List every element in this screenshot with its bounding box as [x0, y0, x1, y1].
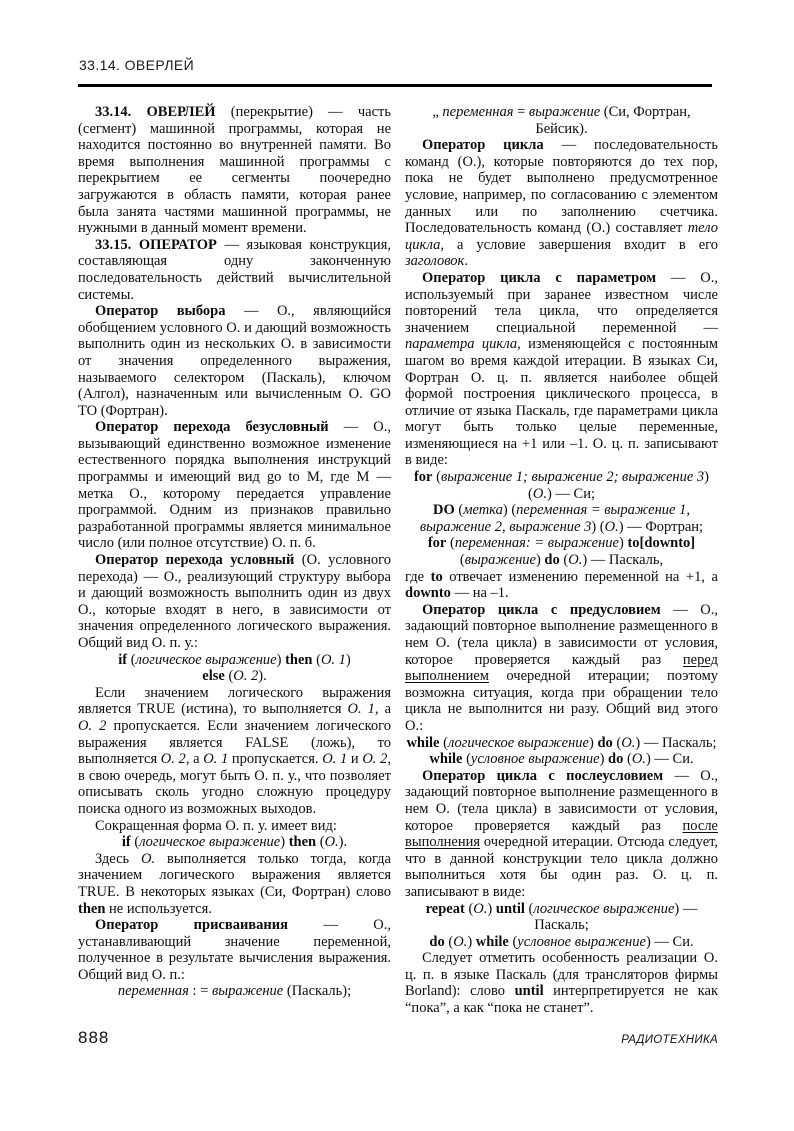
- text-run: переменная: = выражение: [454, 535, 619, 552]
- text-run: do: [608, 751, 624, 768]
- running-header: 33.14. ОВЕРЛЕЙ: [79, 57, 195, 73]
- text-run: Оператор перехода безусловный: [95, 419, 329, 436]
- formula-line: [78, 983, 391, 1000]
- text-run: — О., используемый при заранее известном числе повторений тела цикла, что определяется значением специальной переменной —: [405, 269, 718, 336]
- text-run: О.: [568, 552, 583, 569]
- formula-line: [405, 751, 718, 768]
- text-run: Оператор цикла: [422, 137, 544, 154]
- header-rule-divider: [78, 84, 712, 87]
- page-number: 888: [78, 1028, 110, 1047]
- formula-line: [405, 535, 718, 568]
- text-run: (: [127, 651, 136, 668]
- text-run: (: [312, 651, 321, 668]
- text-run: переменная: [117, 983, 189, 1000]
- formula-line: [405, 901, 718, 934]
- text-run: then: [78, 900, 106, 917]
- text-run: (перекрытие) — часть (сегмент) машинной программы, которая не находится постоянно во внутренней памяти. Во время выполнения машинной программы с перекрытием ее сегменты поочередно загружаются в область памяти, которая ранее была занята частями машинной программы, не нужными в данный момент времени.: [78, 104, 391, 237]
- paragraph: [405, 569, 718, 602]
- text-run: then: [285, 651, 313, 668]
- journal-running-title: РАДИОТЕХНИКА: [621, 1034, 718, 1046]
- formula-line: [78, 652, 391, 669]
- paragraph: [405, 270, 718, 469]
- text-run: , а условие завершения входит в его: [440, 236, 718, 253]
- text-run: DO: [432, 502, 455, 519]
- paragraph: [405, 950, 718, 1016]
- paragraph: [78, 104, 391, 237]
- text-run: О.: [604, 518, 619, 535]
- text-run: параметра цикла: [405, 336, 518, 353]
- text-run: — последовательность команд (О.), которые повторяются до тех пор, пока не будет выполнено предусмотренное условие, например, по согласованию с элементом данных или по заполнению счетчика. Последовательность команд (О.) составляет: [405, 137, 719, 237]
- formula-line: [405, 735, 718, 752]
- text-run: О. 2: [160, 751, 186, 768]
- paragraph: [405, 137, 718, 270]
- formula-line: [405, 934, 718, 951]
- text-run: (: [612, 734, 622, 751]
- text-run: логическое выражение: [135, 651, 277, 668]
- text-run: (: [559, 552, 569, 569]
- text-run: О. 2: [362, 751, 388, 768]
- text-run: „: [432, 104, 443, 120]
- text-run: while: [429, 751, 463, 768]
- text-run: О. 1: [347, 701, 375, 718]
- text-run: ): [487, 900, 496, 917]
- text-run: , изменяющейся с постоянным шагом во время каждой итерации. В языках Си, Фортран О. ц. п. является наиболее общей формой построения циклического процесса, в отличие от языка Паскаль, где параметрами цикла могут быть только целые переменные, изменяющиеся на +1 или –1. О. ц. п. записывают в виде:: [405, 336, 719, 469]
- text-run: downto: [405, 585, 451, 602]
- text-run: ) — Паскаль;: [635, 734, 717, 751]
- page-footer: [78, 1028, 718, 1048]
- text-run: , а: [185, 751, 204, 768]
- formula-line: [78, 834, 391, 851]
- text-run: until: [514, 983, 544, 1000]
- text-run: (: [444, 933, 454, 950]
- text-run: ): [599, 751, 609, 768]
- text-run: (: [459, 552, 465, 569]
- text-run: ) (: [591, 518, 605, 535]
- text-run: выполняется только тогда, когда значением логического выражения является TRUE. В некоторых языках (Си, Фортран) слово: [78, 850, 391, 900]
- text-run: О.: [324, 834, 339, 851]
- text-run: — О., являющийся обобщением условного О. и дающий возможность выполнить один из нескольких О. в зависимости от значения определенного выражения, называемого селектором (Паскаль), ключом (Алгол), назначенным или вычисленным О. GO TO (Фортран).: [78, 303, 392, 419]
- text-run: ) (: [528, 469, 710, 502]
- text-run: (Паскаль);: [283, 983, 352, 1000]
- text-run: (О. условного перехода) — О., реализующий структуру выбора и дающий возможность выполнить один из двух О., которые входят в него, в зависимости от значения определенного логического выражения. Общий вид О. п. у.:: [78, 552, 391, 651]
- text-run: перед выполнением: [405, 651, 718, 685]
- text-run: выражение: [528, 104, 601, 120]
- text-run: О.: [141, 850, 156, 867]
- text-run: 33.15. ОПЕРАТОР: [95, 236, 217, 253]
- text-run: (: [224, 668, 234, 685]
- text-run: Оператор присваивания: [95, 917, 288, 934]
- text-run: ) — Си.: [645, 933, 694, 950]
- text-run: О. 2: [233, 668, 259, 685]
- paragraph: [78, 237, 391, 303]
- text-run: .: [464, 253, 468, 270]
- text-run: выражение 1; выражение 2; выражение 3: [440, 469, 705, 486]
- paragraph: [405, 768, 718, 901]
- text-run: (: [439, 734, 448, 751]
- text-run: ) — Фортран;: [618, 518, 704, 535]
- text-run: Здесь: [95, 850, 141, 867]
- text-run: где: [405, 568, 431, 585]
- text-run: Если значением логического выражения является TRUE (истина), то выполняется: [78, 684, 391, 718]
- text-run: О. 2: [78, 717, 107, 734]
- text-run: условное выражение: [470, 751, 600, 768]
- text-run: ) — Си;: [546, 485, 595, 502]
- text-run: =: [513, 104, 529, 120]
- paragraph: [78, 303, 391, 419]
- text-run: переменная: [442, 104, 514, 120]
- text-run: ).: [258, 668, 267, 685]
- formula-line: [405, 104, 718, 137]
- text-run: логическое выражение: [139, 834, 281, 851]
- text-run: логическое выражение: [447, 734, 589, 751]
- text-run: Оператор цикла с предусловием: [422, 601, 661, 618]
- paragraph: [405, 602, 718, 735]
- text-run: ).: [338, 834, 348, 851]
- text-run: тело цикла: [405, 220, 718, 253]
- text-run: until: [495, 900, 525, 917]
- text-run: ) — Паскаль,: [582, 552, 664, 569]
- paragraph: [78, 851, 391, 917]
- text-run: не используется.: [105, 900, 212, 917]
- text-run: условное выражение: [517, 933, 646, 950]
- text-run: ): [588, 734, 598, 751]
- two-column-text-area: [78, 104, 718, 1017]
- text-run: (: [464, 900, 474, 917]
- text-run: (: [454, 502, 464, 519]
- text-run: О.: [473, 900, 488, 917]
- text-run: О.: [621, 734, 636, 751]
- text-run: О.: [453, 933, 468, 950]
- text-run: , а: [374, 701, 392, 718]
- text-run: do: [597, 734, 613, 751]
- text-run: и: [347, 751, 363, 768]
- paragraph: [78, 917, 391, 983]
- text-run: — О., задающий повторное выполнение размещенного в нем О. (тела цикла) в зависимости от условия, которое проверяется каждый раз: [405, 601, 718, 668]
- text-run: : =: [188, 983, 213, 1000]
- left-column: [78, 104, 391, 1017]
- text-run: for: [427, 535, 447, 552]
- text-run: ): [280, 834, 289, 851]
- text-run: заголовок: [405, 253, 465, 270]
- text-run: ) — Паскаль;: [534, 900, 698, 934]
- text-run: 33.14. ОВЕРЛЕЙ: [95, 104, 216, 120]
- text-run: (: [130, 834, 140, 851]
- text-run: (: [316, 834, 325, 851]
- text-run: ): [345, 651, 351, 668]
- text-run: then: [288, 834, 317, 851]
- text-run: ) — Си.: [645, 751, 694, 768]
- text-run: repeat: [425, 900, 465, 917]
- text-run: переменная = выражение 1, выражение 2, выражение 3: [419, 502, 690, 535]
- text-run: — О., вызывающий единственно возможное изменение естественного порядка выполнения инструкций программы и имеющий вид go to M, где M — метка О., которому передается управление программой. Одним из признаков правильно разработанной программы является минимальное число (или полное отсутствие) О. п. б.: [78, 419, 391, 552]
- paragraph: [78, 419, 391, 552]
- text-run: Оператор выбора: [95, 303, 226, 320]
- paragraph: [78, 552, 391, 652]
- text-run: метка: [463, 502, 503, 519]
- text-run: — на –1.: [450, 585, 509, 602]
- text-run: — языковая конструкция, составляющая одну законченную последовательность действий вычислительной системы.: [78, 236, 391, 303]
- text-run: ): [276, 651, 286, 668]
- text-run: , в свою очередь, могут быть О. п. у., что позволяет описывать сколь угодно сложную процедуру поиска одного из возможных выходов.: [78, 751, 391, 817]
- text-run: Оператор перехода условный: [95, 552, 295, 569]
- text-run: О. 1: [203, 751, 229, 768]
- text-run: do: [544, 552, 560, 569]
- text-run: О. 1: [320, 651, 346, 668]
- text-run: while: [406, 734, 440, 751]
- text-run: — О., задающий повторное выполнение размещенного в нем О. (тела цикла) в зависимости от условия, которое проверяется каждый раз: [405, 767, 718, 834]
- paragraph: [78, 685, 391, 818]
- text-run: (: [446, 535, 455, 552]
- text-run: интерпретируется не как “пока”, а как “пока не станет”.: [405, 983, 718, 1017]
- text-run: (: [623, 751, 632, 768]
- right-column: [405, 104, 718, 1017]
- text-run: ) (: [502, 502, 517, 519]
- text-run: ): [535, 552, 545, 569]
- text-run: do: [429, 933, 445, 950]
- text-run: отвечает изменению переменной на +1, а: [442, 568, 718, 585]
- text-run: О. 1: [322, 751, 348, 768]
- text-run: for: [413, 469, 433, 486]
- text-run: Сокращенная форма О. п. у. имеет вид:: [95, 817, 337, 834]
- text-run: ): [619, 535, 628, 552]
- paragraph: [78, 818, 391, 835]
- text-run: if: [118, 651, 128, 668]
- text-run: if: [121, 834, 131, 851]
- text-run: О.: [631, 751, 646, 768]
- formula-line: [78, 668, 391, 685]
- text-run: to: [430, 568, 443, 585]
- text-run: else: [202, 668, 225, 685]
- text-run: (: [524, 900, 534, 917]
- text-run: ): [467, 933, 476, 950]
- text-run: — О., устанавливающий значение переменной, полученное в результате вычисления выражения. Общий вид О. п.:: [78, 917, 391, 983]
- text-run: после выполнения: [405, 817, 718, 851]
- text-run: Оператор цикла с послеусловием: [422, 767, 664, 784]
- text-run: выражение: [212, 983, 284, 1000]
- text-run: пропускается.: [228, 751, 323, 768]
- text-run: пропускается. Если значением логического выражения является FALSE (ложь), то выполняется: [78, 717, 391, 768]
- text-run: to[downto]: [627, 535, 696, 552]
- text-run: Оператор цикла с параметром: [422, 269, 657, 286]
- text-run: Следует отметить особенность реализации О. ц. п. в языке Паскаль (для трансляторов фирмы Borland): слово: [405, 950, 718, 1000]
- text-run: (: [462, 751, 471, 768]
- text-run: (: [508, 933, 518, 950]
- formula-line: [405, 469, 718, 502]
- text-run: очередной итерации. Отсюда следует, что в данной конструкции тело цикла должно выполниться хотя бы один раз. О. ц. п. записывают в виде:: [405, 834, 718, 900]
- text-run: очередной итерации; поэтому возможна ситуация, когда при обращении тело цикла не выполнится ни разу. Общий вид этого О.:: [405, 668, 718, 734]
- text-run: выражение: [464, 552, 536, 569]
- text-run: while: [475, 933, 509, 950]
- formula-line: [405, 502, 718, 535]
- text-run: логическое выражение: [533, 900, 675, 917]
- text-run: (Си, Фортран, Бейсик).: [535, 104, 691, 137]
- text-run: О.: [532, 485, 547, 502]
- text-run: (: [432, 469, 441, 486]
